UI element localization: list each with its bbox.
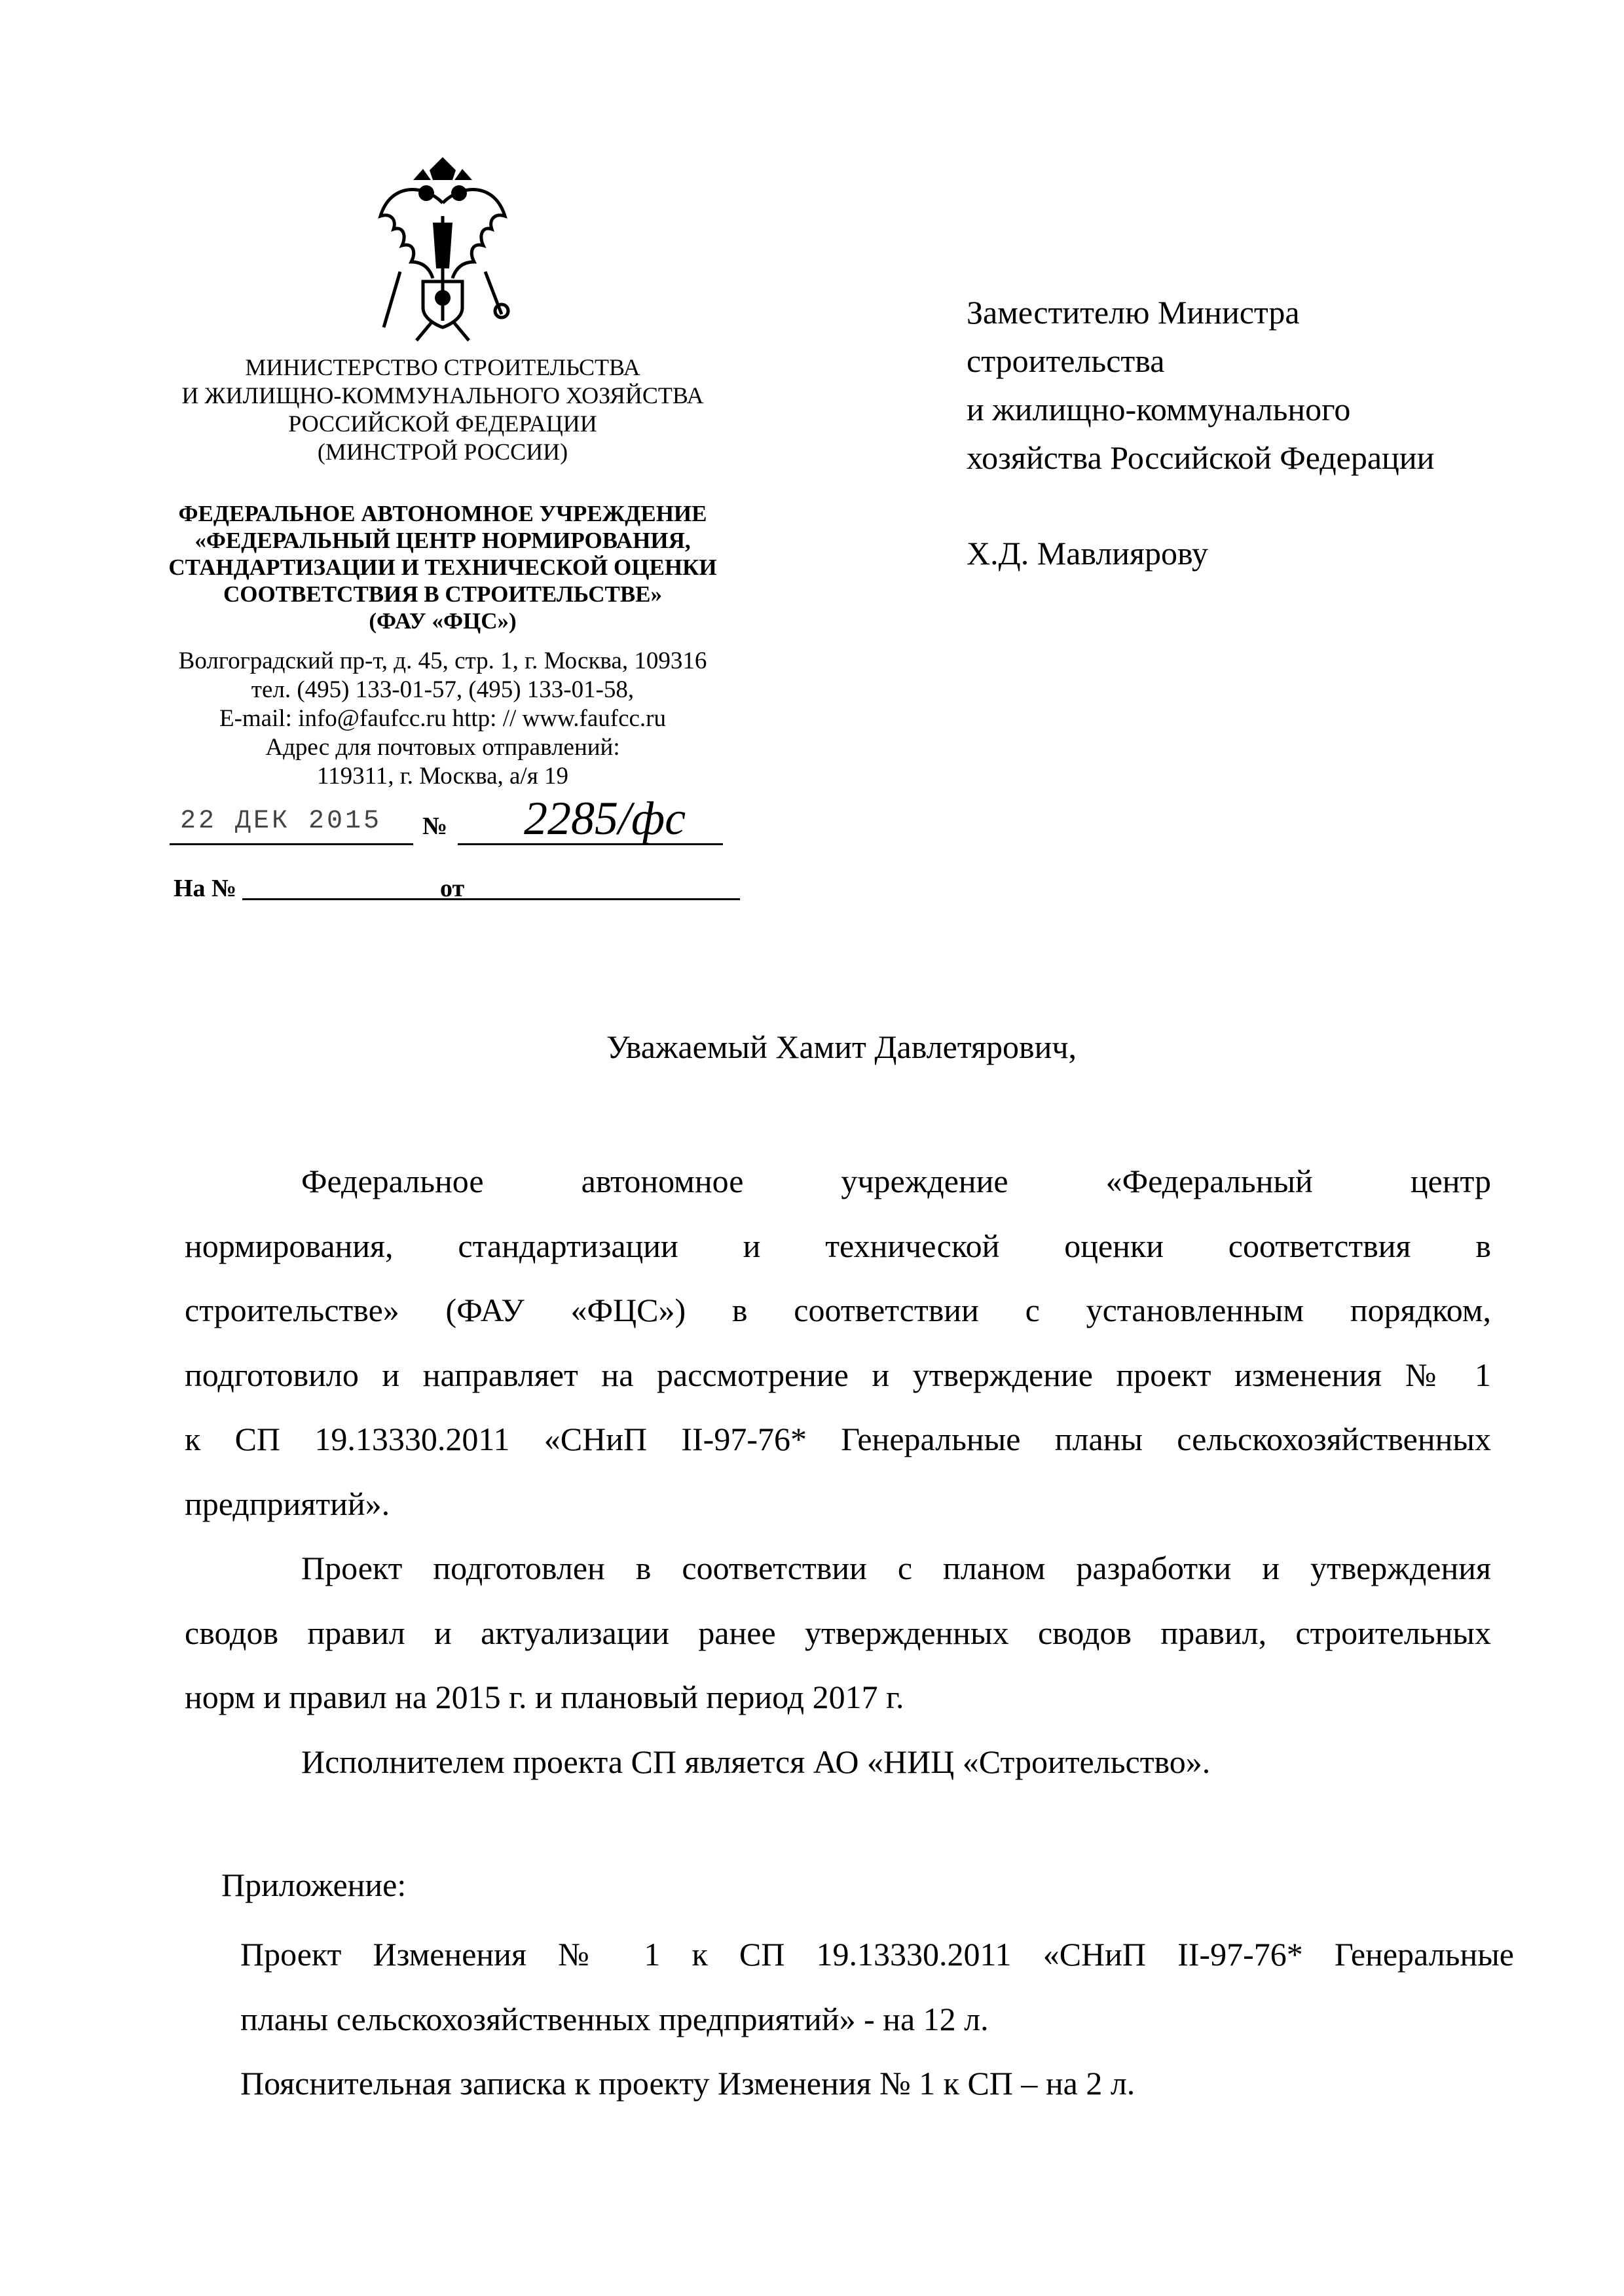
attachment-line: Проект Изменения № 1 к СП 19.13330.2011 «СНиП II-97-76* Генеральные [240,1936,1514,1973]
body-line: Проект подготовлен в соответствии с планом разработки и утверждения [301,1550,1491,1586]
letter-body [185,1149,1491,1794]
institution-line: СООТВЕТСТВИЯ В СТРОИТЕЛЬСТВЕ» [223,581,663,607]
institution-address [83,647,803,791]
salutation: Уважаемый Хамит Давлетярович, [606,1029,1077,1065]
institution-line: ФЕДЕРАЛЬНОЕ АВТОНОМНОЕ УЧРЕЖДЕНИЕ [178,501,707,526]
body-line: нормирования, стандартизации и технической оценки соответствия в [185,1227,1491,1264]
ref-line [242,898,740,900]
recipient-block [967,288,1434,577]
postal-address: 119311, г. Москва, а/я 19 [317,763,568,790]
attachment-list [240,1922,1514,2116]
recipient-line: строительства [967,342,1165,379]
body-line: сводов правил и актуализации ранее утвержденных сводов правил, строительных [185,1614,1491,1651]
number-label: № [422,812,448,840]
coat-of-arms-emblem [371,157,515,344]
number-line [458,843,723,845]
institution-line: «ФЕДЕРАЛЬНЫЙ ЦЕНТР НОРМИРОВАНИЯ, [194,528,691,553]
attachment-label: Приложение: [221,1867,407,1903]
recipient-line: и жилищно-коммунального [967,391,1351,428]
recipient-name: Х.Д. Мавлиярову [967,535,1208,572]
attachment-item [240,1922,1514,2051]
paragraph-2 [185,1536,1491,1730]
body-line: подготовило и направляет на рассмотрение и утверждение проект изменения № 1 [185,1356,1491,1393]
paragraph-3 [185,1730,1491,1795]
date-stamp: 22 ДЕК 2015 [180,807,382,836]
institution-line: СТАНДАРТИЗАЦИИ И ТЕХНИЧЕСКОЙ ОЦЕНКИ [168,555,717,580]
ref-from-label: от [440,875,465,902]
ministry-line: И ЖИЛИЩНО-КОММУНАЛЬНОГО ХОЗЯЙСТВА [181,382,704,409]
ministry-line: МИНИСТЕРСТВО СТРОИТЕЛЬСТВА [245,354,640,380]
attachment-line: Пояснительная записка к проекту Изменения № 1 к СП – на 2 л. [240,2065,1135,2102]
handwritten-number: 2285/фс [524,792,686,845]
body-line: предприятий». [185,1485,390,1522]
postal-label: Адрес для почтовых отправлений: [265,734,620,761]
attachment-line: планы сельскохозяйственных предприятий» - на 12 л. [240,2000,989,2037]
email-web-line: E-mail: info@faufcc.ru http: // www.faufcc.ru [219,705,666,732]
attachment-item [240,2051,1514,2116]
ministry-name [83,354,803,466]
body-line: Исполнителем проекта СП является АО «НИЦ «Строительство». [301,1743,1211,1780]
body-line: норм и правил на 2015 г. и плановый период 2017 г. [185,1679,904,1715]
paragraph-1 [185,1149,1491,1536]
institution-line: (ФАУ «ФЦС») [369,608,517,634]
address-line: Волгоградский пр-т, д. 45, стр. 1, г. Москва, 109316 [178,647,707,674]
date-line [170,843,413,845]
body-line: Федеральное автономное учреждение «Федеральный центр [301,1163,1491,1199]
body-line: строительстве» (ФАУ «ФЦС») в соответствии с установленным порядком, [185,1292,1491,1328]
phone-line: тел. (495) 133-01-57, (495) 133-01-58, [251,676,635,703]
institution-name [83,500,803,634]
ref-label: На № [174,875,237,902]
recipient-line: хозяйства Российской Федерации [967,439,1435,476]
ministry-line: (МИНСТРОЙ РОССИИ) [317,439,568,465]
body-line: к СП 19.13330.2011 «СНиП II-97-76* Генеральные планы сельскохозяйственных [185,1421,1491,1457]
recipient-line: Заместителю Министра [967,294,1300,331]
ministry-line: РОССИЙСКОЙ ФЕДЕРАЦИИ [288,410,597,437]
